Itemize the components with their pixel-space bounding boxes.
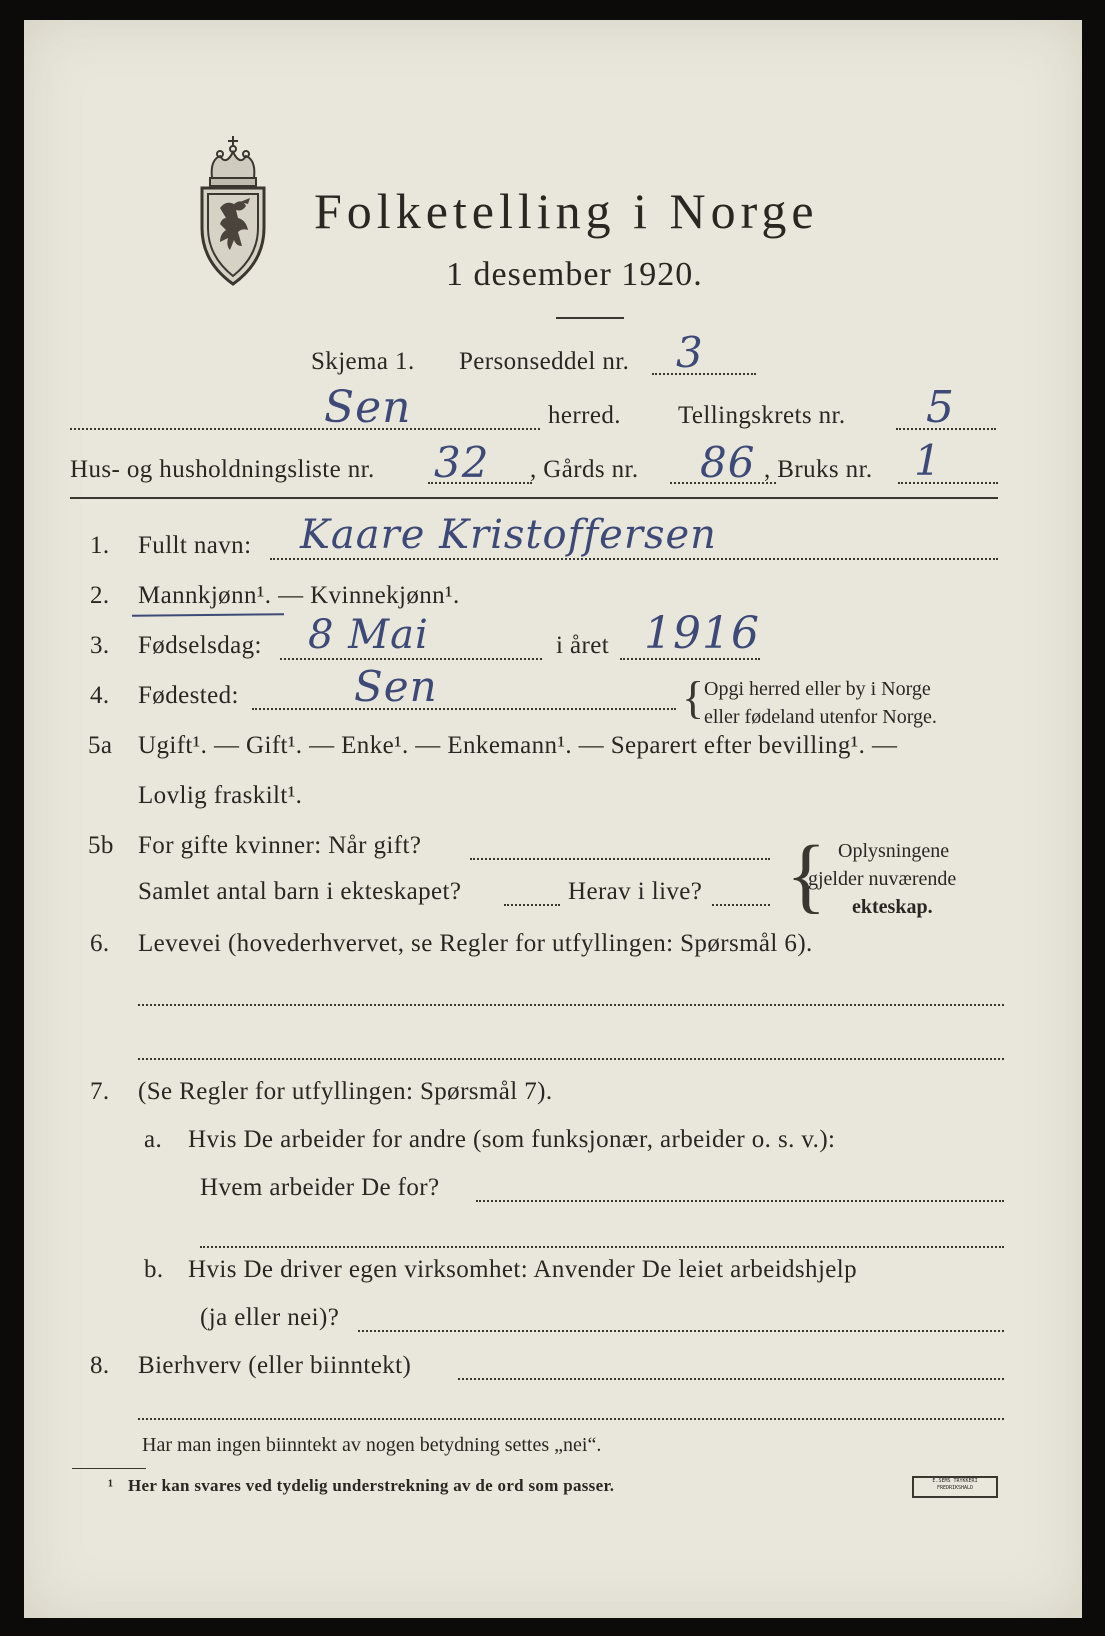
personseddel-value[interactable]: 3 xyxy=(676,328,704,377)
q2-number: 2. xyxy=(90,582,110,609)
header-divider xyxy=(70,497,998,499)
marital-status-options[interactable]: Ugift¹. — Gift¹. — Enke¹. — Enkemann¹. — Separert efter bevilling¹. — xyxy=(138,732,898,759)
q6-answer-line2[interactable] xyxy=(138,1058,1004,1060)
gards-value[interactable]: 86 xyxy=(700,438,756,487)
q6-number: 6. xyxy=(90,930,110,957)
printer-stamp: E.SEMS TRYKKERI FREDRIKSHALD xyxy=(912,1476,998,1498)
footnote-divider xyxy=(72,1468,146,1469)
q5b-married-line xyxy=(470,858,770,860)
herred-label: herred. xyxy=(548,402,621,429)
q1-line xyxy=(270,558,998,560)
q7b-line1: Hvis De driver egen virksomhet: Anvender De leiet arbeidshjelp xyxy=(188,1256,858,1283)
q8-label: Bierhverv (eller biinntekt) xyxy=(138,1352,412,1379)
title-divider xyxy=(556,317,624,319)
q5b-note-line2: gjelder nuværende xyxy=(808,868,957,890)
q3-year-label: i året xyxy=(556,632,610,659)
tellingskrets-label: Tellingskrets nr. xyxy=(678,402,846,429)
q5b-alive-label: Herav i live? xyxy=(568,878,703,905)
birth-date-value[interactable]: 8 Mai xyxy=(308,612,429,658)
herred-value[interactable]: Sen xyxy=(324,382,412,433)
q4-label: Fødested: xyxy=(138,682,239,709)
q5b-alive-line xyxy=(712,904,770,906)
bruks-value[interactable]: 1 xyxy=(914,436,942,485)
gender-options[interactable]: Mannkjønn¹. — Kvinnekjønn¹. xyxy=(138,582,460,609)
q8-number: 8. xyxy=(90,1352,110,1379)
marital-status-divorced[interactable]: Lovlig fraskilt¹. xyxy=(138,782,303,809)
q7-number: 7. xyxy=(90,1078,110,1105)
q5b-married-label: For gifte kvinner: Når gift? xyxy=(138,832,422,859)
q7b-line2: (ja eller nei)? xyxy=(200,1304,340,1331)
q5b-number: 5b xyxy=(88,832,114,859)
footnote-text: Her kan svares ved tydelig understrekning av de ord som passer. xyxy=(128,1476,615,1495)
personseddel-label: Personseddel nr. xyxy=(459,348,630,375)
q1-label: Fullt navn: xyxy=(138,532,252,559)
q4-note-line1: Opgi herred eller by i Norge xyxy=(704,678,931,700)
q6-answer-line1[interactable] xyxy=(138,1004,1004,1006)
gards-label: , Gårds nr. xyxy=(530,456,639,483)
birthplace-value[interactable]: Sen xyxy=(354,662,438,711)
herred-line xyxy=(70,428,540,430)
q8-answer-line[interactable] xyxy=(458,1378,1004,1380)
q7a-letter: a. xyxy=(144,1126,163,1153)
q3-number: 3. xyxy=(90,632,110,659)
birth-year-value[interactable]: 1916 xyxy=(644,608,760,659)
q7a-answer-line2[interactable] xyxy=(200,1246,1004,1248)
q7-label: (Se Regler for utfyllingen: Spørsmål 7). xyxy=(138,1078,553,1105)
full-name-value[interactable]: Kaare Kristoffersen xyxy=(300,512,717,558)
q8-answer-line2[interactable] xyxy=(138,1418,1004,1420)
q5b-note-line3: ekteskap. xyxy=(852,896,933,918)
q7a-line2: Hvem arbeider De for? xyxy=(200,1174,440,1201)
q4-brace: { xyxy=(682,672,705,723)
q7b-answer-line[interactable] xyxy=(358,1330,1004,1332)
q5b-children-line xyxy=(504,904,560,906)
q4-note-line2: eller fødeland utenfor Norge. xyxy=(704,706,937,728)
census-date: 1 desember 1920. xyxy=(446,256,703,293)
personseddel-line xyxy=(652,373,756,375)
q4-number: 4. xyxy=(90,682,110,709)
q7a-answer-line[interactable] xyxy=(476,1200,1004,1202)
husholdning-label: Hus- og husholdningsliste nr. xyxy=(70,456,375,483)
footnote-mark: ¹ xyxy=(108,1476,114,1495)
q6-label: Levevei (hovederhvervet, se Regler for utfyllingen: Spørsmål 6). xyxy=(138,930,813,957)
norwegian-coat-of-arms-icon xyxy=(190,132,276,288)
tellingskrets-value[interactable]: 5 xyxy=(926,382,955,433)
gender-underline xyxy=(132,613,284,617)
q1-number: 1. xyxy=(90,532,110,559)
q5b-children-label: Samlet antal barn i ekteskapet? xyxy=(138,878,462,905)
biinntekt-note: Har man ingen biinntekt av nogen betydning settes „nei“. xyxy=(142,1434,602,1456)
q7a-line1: Hvis De arbeider for andre (som funksjonær, arbeider o. s. v.): xyxy=(188,1126,836,1153)
q3-label: Fødselsdag: xyxy=(138,632,262,659)
bruks-line xyxy=(898,482,998,484)
q4-line xyxy=(252,708,676,710)
q5b-note-line1: Oplysningene xyxy=(838,840,950,862)
bruks-label: , Bruks nr. xyxy=(764,456,873,483)
form-title: Folketelling i Norge xyxy=(314,183,819,239)
q5a-number: 5a xyxy=(88,732,113,759)
q3-date-line xyxy=(280,658,542,660)
q7b-letter: b. xyxy=(144,1256,164,1283)
husholdning-value[interactable]: 32 xyxy=(434,438,490,487)
q5b-brace: { xyxy=(786,829,827,922)
census-form xyxy=(24,20,1082,1618)
skjema-label: Skjema 1. xyxy=(311,348,415,375)
